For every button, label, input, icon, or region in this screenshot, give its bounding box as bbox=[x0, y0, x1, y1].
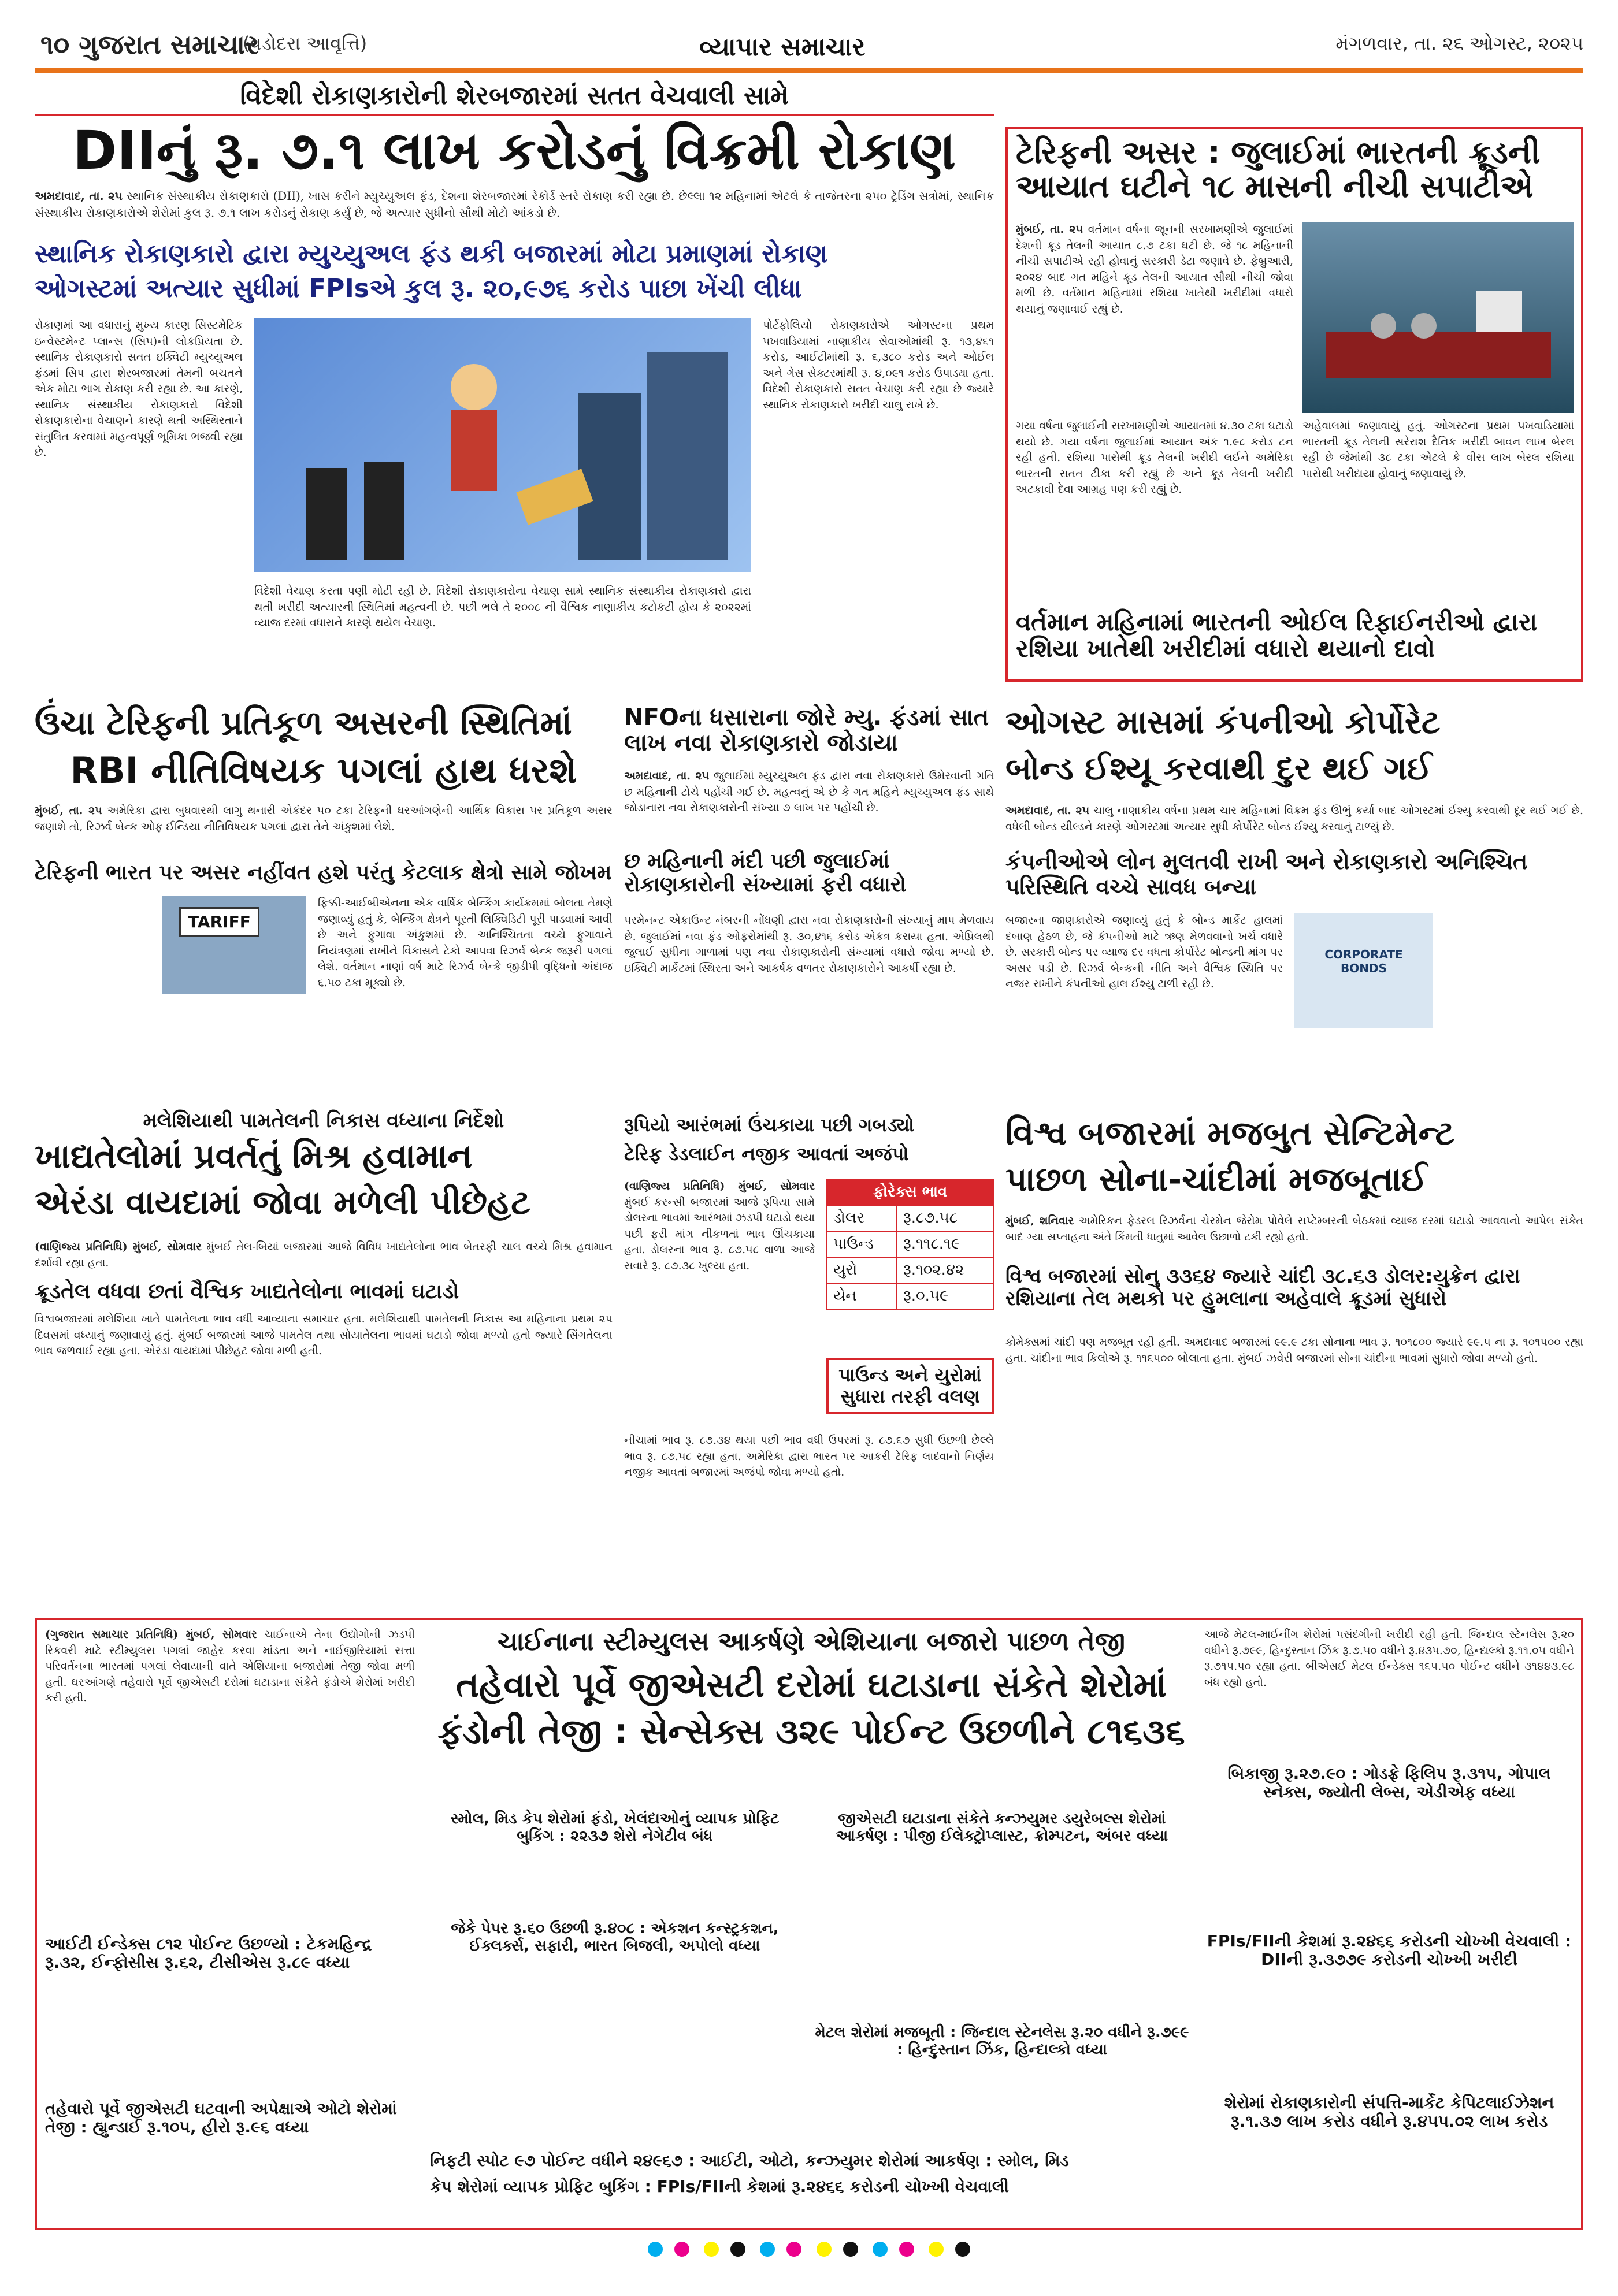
forex-row: યુરો રૂ.૧૦૨.૪૨ bbox=[827, 1257, 993, 1283]
bonds-body: બજારના જાણકારોએ જણાવ્યું હતું કે બોન્ડ માર્કેટ હાલમાં દબાણ હેઠળ છે, જે કંપનીઓ માટે ઋણ મેળવવાનો ખર્ચ વધારે છે. સરકારી બોન્ડ પર વ્યાજ દર વધતા કોર્પોરેટ બોન્ડની માંગ પર અસર પડી છે. રિઝર્વ બેન્કની નીતિ અને વૈશ્વિક સ્થિતિ પર નજર રાખીને કંપનીઓ હાલ ઈશ્યુ ટાળી રહી છે. bbox=[1005, 914, 1283, 991]
corporate-bonds-label: CORPORATE BONDS bbox=[1324, 948, 1403, 975]
forex-title: ફોરેક્સ ભાવ bbox=[827, 1179, 993, 1205]
bonds-sub: કંપનીઓએ લોન મુલતવી રાખી અને રોકાણકારો અનિશ્ચિત પરિસ્થિતિ વચ્ચે સાવધ બન્યા bbox=[1005, 849, 1528, 900]
rupee-headline1: રૂપિયો આરંભમાં ઉંચકાયા પછી ગબડ્યો bbox=[624, 1114, 915, 1136]
newspaper-logo: ૧૦ ગુજરાત સમાચાર bbox=[40, 29, 259, 60]
bonds-headline1: ઓગસ્ટ માસમાં કંપનીઓ કોર્પોરેટ bbox=[1005, 704, 1441, 741]
markets-story bbox=[35, 1618, 1583, 2230]
nfo-intro bbox=[624, 768, 994, 844]
investor-jumping-icon bbox=[254, 318, 751, 572]
edible-story bbox=[35, 1109, 613, 1606]
page-header bbox=[0, 0, 1618, 75]
oil-tanker-photo bbox=[1302, 222, 1574, 413]
bonds-intro-text: ચાલુ નાણાકીય વર્ષના પ્રથમ ચાર મહિનામાં વિક્રમ ફંડ ઊભું કર્યા બાદ ઓગસ્ટમાં ઈશ્યુ કરવાથી દૂર થઈ ગઈ છે. વધેલી બોન્ડ યીલ્ડને કારણે ઓગસ્ટમાં અત્યાર સુધી કોર્પોરેટ બોન્ડ ઈશ્યુ કરવાનું ટાળ્યું છે. bbox=[1005, 804, 1583, 833]
tariff-image bbox=[162, 896, 306, 994]
corporate-bonds-image bbox=[1294, 913, 1433, 1028]
markets-left-text: ચાઈનાએ તેના ઉદ્યોગોની ઝડપી રિકવરી માટે સ્ટીમ્યુલસ પગલાં જાહેર કરવા માંડતા અને નાઈજીરિયામાં સત્તા પરિવર્તનના ભારતમાં પગલાં લેવાયાની વાતે એશિયાના બજારોમાં તેજી જોવા મળી હતી. ઘરઆંગણે તહેવારો પૂર્વે જીએસટી દરોમાં ઘટાડાના સંકેતે ફંડોએ શેરોમાં ખરીદી કરી હતી. bbox=[45, 1628, 415, 1705]
rupee-body bbox=[624, 1179, 815, 1352]
lead-headline: DIIનું રૂ. ૭.૧ લાખ કરોડનું વિક્રમી રોકાણ bbox=[72, 120, 956, 181]
forex-row: પાઉન્ડ રૂ.૧૧૮.૧૯ bbox=[827, 1231, 993, 1257]
rbi-headline1: ઉંચા ટેરિફની પ્રતિકૂળ અસરની સ્થિતિમાં bbox=[35, 703, 572, 742]
markets-mid-footer1: નિફટી સ્પોટ ૯૭ પોઈન્ટ વધીને ૨૪૯૬૭ : આઈટી, ઓટો, કન્ઝયુમર શેરોમાં આકર્ષણ : સ્મોલ, મિડ bbox=[430, 2151, 1069, 2170]
markets-mid-sub3: જીએસટી ઘટાડાના સંકેતે કન્ઝયુમર ડયુરેબલ્સ શેરોમાં આકર્ષણ : પીજી ઈલેક્ટ્રોપ્લાસ્ટ, ક્રોમ્પટન, અંબર વધ્યા bbox=[836, 1810, 1168, 1845]
lead-dateline: અમદાવાદ, તા. ૨૫ bbox=[35, 189, 123, 203]
header-rule bbox=[35, 68, 1583, 73]
gold-intro bbox=[1005, 1213, 1583, 1260]
nfo-sub: છ મહિનાની મંદી પછી જુલાઈમાં રોકાણકારોની સંખ્યામાં ફરી વધારો bbox=[624, 849, 907, 897]
rbi-dateline: મુંબઈ, તા. ૨૫ bbox=[35, 804, 102, 817]
rupee-sub: પાઉન્ડ અને યુરોમાં સુધારા તરફી વલણ bbox=[826, 1358, 994, 1414]
gold-dateline: મુંબઈ, શનિવાર bbox=[1005, 1214, 1074, 1227]
lead-body2: પોર્ટફોલિયો રોકાણકારોએ ઓગસ્ટના પ્રથમ પખવાડિયામાં નાણાકીય સેવાઓમાંથી રૂ. ૧૩,૪૬૧ કરોડ, આઈટીમાંથી રૂ. ૬,૩૮૦ કરોડ અને ઓઈલ અને ગેસ સેક્ટરમાંથી રૂ. ૪,૦૯૧ કરોડ ઉપાડ્યા હતા. વિદેશી રોકાણકારો સતત વેચાણ કરી રહ્યા છે જ્યારે સ્થાનિક રોકાણકારો ખરીદી ચાલુ રાખે છે. bbox=[763, 319, 994, 411]
markets-headline1: તહેવારો પૂર્વે જીએસટી દરોમાં ઘટાડાના સંકેતે શેરોમાં bbox=[456, 1665, 1167, 1706]
gold-sub: વિશ્વ બજારમાં સોનુ ૩૩૬૪ જ્યારે ચાંદી ૩૮.૬૩ ડોલર:યુક્રેન દ્વારા રશિયાના તેલ મથકો પર હુમલાના અહેવાલે ક્રૂડમાં સુધારો bbox=[1005, 1265, 1520, 1311]
issue-date: મંગળવાર, તા. ૨૬ ઓગસ્ટ, ૨૦૨૫ bbox=[1335, 32, 1583, 54]
markets-left-sub2: તહેવારો પૂર્વે જીએસટી ઘટવાની અપેક્ષાએ ઓટો શેરોમાં તેજી : હ્યુન્ડાઈ રૂ.૧૦૫, હીરો રૂ.૯૬ વધ્યા bbox=[45, 2099, 397, 2137]
bonds-headline2: બોન્ડ ઈશ્યૂ કરવાથી દુર થઈ ગઈ bbox=[1005, 750, 1433, 787]
edible-headline2: એરંડા વાયદામાં જોવા મળેલી પીછેહટ bbox=[35, 1183, 531, 1222]
rbi-intro-text: અમેરિકા દ્વારા બુધવારથી લાગુ થનારી એકંદર ૫૦ ટકા ટેરિફની ઘરઆંગણેની આર્થિક વિકાસ પર પ્રતિકૂળ અસર જણાશે તો, રિઝર્વ બેન્ક ઓફ ઈન્ડિયા નીતિવિષયક પગલાં દ્વારા તેને અંકુશમાં લેશે. bbox=[35, 804, 613, 833]
gold-headline2: પાછળ સોના-ચાંદીમાં મજબૂતાઈ bbox=[1005, 1160, 1427, 1199]
rbi-story bbox=[35, 705, 613, 1098]
crude-footer: વર્તમાન મહિનામાં ભારતની ઓઈલ રિફાઈનરીઓ દ્વારા રશિયા ખાતેથી ખરીદીમાં વધારો થયાનો દાવો bbox=[1016, 608, 1538, 663]
lead-body3: વિદેશી વેચાણ કરતા પણી મોટી રહી છે. વિદેશી રોકાણકારોના વેચાણ સામે સ્થાનિક સંસ્થાકીય રોકાણકારો દ્વારા થતી ખરીદી અત્યારની સ્થિતિમાં મહત્વની છે. પછી ભલે તે ૨૦૦૮ ની વૈશ્વિક નાણાકીય કટોકટી હોય કે ૨૦૨૨માં વ્યાજ દરમાં વધારાને કારણે થયેલ વેચાણ. bbox=[254, 585, 751, 630]
gold-intro-text: અમેરિકન ફેડરલ રિઝર્વના ચેરમેન જેરોમ પોવેલે સપ્ટેમ્બરની બેઠકમાં વ્યાજ દરમાં ઘટાડો આવવાનો આપેલ સંકેત બાદ ગ્યા સપ્તાહના અંતે કિંમતી ધાતુમાં આવેલ ઉછાળો ટકી રહ્યો હતો. bbox=[1005, 1214, 1583, 1243]
rbi-sub: ટેરિફની ભારત પર અસર નહીંવત હશે પરંતુ કેટલાક ક્ષેત્રો સામે જોખમ bbox=[35, 861, 612, 885]
markets-right-body: આજે મેટલ-માઈનીંગ શેરોમાં પસંદગીની ખરીદી રહી હતી. જિન્દાલ સ્ટેનલેસ રૂ.૨૦ વધીને રૂ.૭૯૯, હિન્દુસ્તાન ઝિંક રૂ.૭.૫૦ વધીને રૂ.૪૩૫.૭૦, હિન્દાલ્કો રૂ.૧૧.૦૫ વધીને રૂ.૭૧૫.૫૦ રહ્યા હતા. બીએસઈ મેટલ ઈન્ડેક્સ ૧૬૫.૫૦ પોઈન્ટ વધીને ૩૧૪૪૩.૯૮ બંધ રહ્યો હતો. bbox=[1204, 1628, 1574, 1689]
forex-row: ડોલર રૂ.૮૭.૫૮ bbox=[827, 1205, 993, 1231]
markets-mid-sub2: જેકે પેપર રૂ.૬૦ ઉછળી રૂ.૪૦૮ : એકશન કન્સ્ટ્રકશન, ઈક્લર્ક્સ, સફારી, ભારત બિજલી, અપોલો વધ્યા bbox=[451, 1920, 779, 1955]
crude-story bbox=[1005, 127, 1583, 682]
gold-body: કોમેક્સમાં ચાંદી પણ મજબૂત રહી હતી. અમદાવાદ બજારમાં ૯૯.૯ ટકા સોનાના ભાવ રૂ. ૧૦૧૮૦૦ જ્યારે ૯૯.૫ ના રૂ. ૧૦૧૫૦૦ રહ્યા હતા. ચાંદીના ભાવ કિલોએ રૂ. ૧૧૬૫૦૦ બોલાતા હતા. મુંબઈ ઝવેરી બજારમાં સોના ચાંદીના ભાવમાં સુધારો જોવા મળ્યો હતો. bbox=[1005, 1336, 1583, 1365]
lead-intro-text: સ્થાનિક સંસ્થાકીય રોકાણકારો (DII), ખાસ કરીને મ્યુચ્યુઅલ ફંડ, દેશના શેરબજારમાં રેકોર્ડ સ્તરે રોકાણ કરી રહ્યા છે. છેલ્લા ૧૨ મહિનામાં એટલે કે તાજેતરના ૨૫૦ ટ્રેડિંગ સત્રોમાં, સ્થાનિક સંસ્થાકીય રોકાણકારોએ શેરોમાં કુલ રૂ. ૭.૧ લાખ કરોડનું રોકાણ કર્યું છે, જે અત્યાર સુધીનો સૌથી મોટો આંકડો છે. bbox=[35, 189, 994, 220]
lead-intro bbox=[35, 188, 994, 234]
nfo-headline: NFOના ધસારાના જોરે મ્યુ. ફંડમાં સાત લાખ નવા રોકાણકારો જોડાયા bbox=[624, 704, 989, 756]
lead-sub1: સ્થાનિક રોકાણકારો દ્વારા મ્યુચ્યુઅલ ફંડ થકી બજારમાં મોટા પ્રમાણમાં રોકાણ bbox=[35, 239, 828, 269]
bonds-dateline: અમદાવાદ, તા. ૨૫ bbox=[1005, 804, 1090, 817]
nfo-story bbox=[624, 705, 994, 1098]
rbi-body: ફિક્કી-આઈબીએનના એક વાર્ષિક બેન્કિંગ કાર્યક્રમમાં બોલતા તેમણે જણાવ્યું હતું કે, બેન્કિંગ ક્ષેત્રને પૂરતી લિક્વિડિટી પૂરી પાડવામાં આવી છે અને ફુગાવા અંકુશમાં છે. અનિશ્ચિતતા વચ્ચે ફુગાવાને નિયંત્રણમાં રાખીને વિકાસને ટેકો આપવા રિઝર્વ બેન્ક જરૂરી પગલાં લેશે. વર્તમાન નાણાં વર્ષ માટે રિઝર્વ બેન્કે જીડીપી વૃદ્ધિનો અંદાજ ૬.૫૦ ટકા મૂક્યો છે. bbox=[318, 897, 613, 989]
forex-row: યેન રૂ.૦.૫૯ bbox=[827, 1283, 993, 1309]
edible-sub: ક્રૂડતેલ વધવા છતાં વૈશ્વિક ખાદ્યતેલોના ભાવમાં ઘટાડો bbox=[35, 1280, 459, 1303]
rbi-intro bbox=[35, 803, 613, 855]
edible-intro bbox=[35, 1239, 613, 1274]
tariff-image-label: TARIFF bbox=[179, 907, 259, 937]
rupee-story bbox=[624, 1109, 994, 1606]
section-title: વ્યાપાર સમાચાર bbox=[699, 32, 866, 62]
crude-dateline: મુંબઈ, તા. ૨૫ bbox=[1016, 223, 1083, 236]
edible-dateline: (વાણિજ્ય પ્રતિનિધિ) મુંબઈ, સોમવાર bbox=[35, 1240, 202, 1253]
nfo-dateline: અમદાવાદ, તા. ૨૫ bbox=[624, 770, 710, 782]
rupee-body-text: મુંબઈ કરન્સી બજારમાં આજે રૂપિયા સામે ડોલરના ભાવમાં આરંભમાં ઝડપી ઘટાડો થયા પછી ફરી માંગ નીકળતાં ભાવ ઊંચકાયા હતા. ડોલરના ભાવ રૂ. ૮૭.૫૮ વાળા આજે સવારે રૂ. ૮૭.૩૮ ખુલ્યા હતા. bbox=[624, 1195, 815, 1272]
crude-body1 bbox=[1016, 222, 1293, 413]
forex-table bbox=[826, 1179, 994, 1310]
edition-label: (વડોદરા આવૃત્તિ) bbox=[243, 32, 368, 54]
markets-left-dateline: (ગુજરાત સમાચાર પ્રતિનિધિ) મુંબઈ, સોમવાર bbox=[45, 1628, 257, 1641]
rupee-headline2: ટેરિફ ડેડલાઈન નજીક આવતાં અજંપો bbox=[624, 1143, 909, 1165]
crude-body2: ગયા વર્ષના જુલાઈની સરખામણીએ આયાતમાં ૪.૩૦ ટકા ઘટાડો થયો છે. ગયા વર્ષના જુલાઈમાં આયાત અંક ૧.૯૮ કરોડ ટન રહી હતી. રશિયા પાસેથી ક્રૂડ તેલની ખરીદી લઈને અમેરિકા ભારતની સતત ટીકા કરી રહ્યું છે અને ક્રૂડ તેલની ખરીદી અટકાવી દેવા આગ્રહ પણ કરી રહ્યું છે. bbox=[1016, 419, 1293, 496]
markets-headline2: ફંડોની તેજી : સેન્સેક્સ ૩૨૯ પોઈન્ટ ઉછળીને ૮૧૬૩૬ bbox=[437, 1711, 1185, 1752]
crude-headline: ટેરિફની અસર : જુલાઈમાં ભારતની ક્રૂડની આયાત ઘટીને ૧૮ માસની નીચી સપાટીએ bbox=[1016, 134, 1541, 205]
edible-body: વિશ્વબજારમાં મલેશિયા ખાતે પામતેલના ભાવ વધી આવ્યાના સમાચાર હતા. મલેશિયાથી પામતેલની નિકાસ આ મહિનાના પ્રથમ ૨૫ દિવસમાં વધ્યાનું જણાવાયું હતું. મુંબઈ બજારમાં આજે પામતેલ તથા સોયાતેલના ભાવમાં ઘટાડો જોવા મળ્યો હતો જ્યારે સિંગતેલના ભાવ જળવાઈ રહ્યા હતા. એરંડા વાયદામાં પીછેહટ જોવા મળી હતી. bbox=[35, 1313, 613, 1358]
crude-body3: અહેવાલમાં જણાવાયું હતું. ઓગસ્ટના પ્રથમ પખવાડિયામાં ભારતની ક્રૂડ તેલની સરેરાશ દૈનિક ખરીદી બાવન લાખ બેરલ રહી છે જેમાંથી ૩૮ ટકા એટલે કે વીસ લાખ બેરલ રશિયા પાસેથી ખરીદાયા હોવાનું જણાવાયું છે. bbox=[1302, 419, 1574, 480]
markets-right-sub1: બિકાજી રૂ.૨૭.૯૦ : ગોડફ્રે ફિલિપ રૂ.૩૧૫, ગોપાલ સ્નેક્સ, જ્યોતી લેબ્સ, એડીએફ વધ્યા bbox=[1227, 1764, 1551, 1802]
edible-kicker: મલેશિયાથી પામતેલની નિકાસ વધ્યાના નિર્દેશો bbox=[143, 1109, 504, 1132]
markets-right-sub2: FPIs/FIIની કેશમાં રૂ.૨૪૬૬ કરોડની ચોખ્ખી વેચવાલી : DIIની રૂ.૩૭૭૯ કરોડની ચોખ્ખી ખરીદી bbox=[1207, 1931, 1572, 1970]
nfo-body: પરમેનન્ટ એકાઉન્ટ નંબરની નોંધણી દ્વારા નવા રોકાણકારોની સંખ્યાનું માપ મેળવાય છે. જુલાઈમાં નવા ફંડ ઓફરોમાંથી રૂ. ૩૦,૪૧૬ કરોડ એકત્ર કરાયા હતા. એપ્રિલથી જુલાઈ સુધીના ગાળામાં પણ નવા રોકાણકારોની સંખ્યામાં વધારો જોવા મળ્યો છે. ઇક્વિટી માર્કેટમાં સ્થિરતા અને આકર્ષક વળતર રોકાણકારોને આકર્ષી રહ્યા છે. bbox=[624, 914, 994, 975]
lead-sub2: ઓગસ્ટમાં અત્યાર સુધીમાં FPIsએ કુલ રૂ. ૨૦,૯૭૬ કરોડ પાછા ખેંચી લીધા bbox=[35, 274, 802, 303]
crude-body1-text: વર્તમાન વર્ષના જૂનની સરખામણીએ જુલાઈમાં દેશની ક્રૂડ તેલની આયાત ૮.૭ ટકા ઘટી છે. જે ૧૮ મહિનાની નીચી સપાટીએ રહી હોવાનું સરકારી ડેટા જણાવે છે. ફેબ્રુઆરી, ૨૦૨૪ બાદ ગત મહિને ક્રૂડ તેલની આયાત સૌથી નીચી જોવા મળી છે. વર્તમાન મહિનામાં રશિયા ખાતેથી ખરીદીમાં વધારો થયાનું જણાવાઈ રહ્યું છે. bbox=[1016, 223, 1293, 315]
gold-story bbox=[1005, 1109, 1583, 1606]
nfo-intro-text: જુલાઈમાં મ્યુચ્યુઅલ ફંડ દ્વારા નવા રોકાણકારો ઉમેરવાની ગતિ છ મહિનાની ટોચે પહોંચી ગઈ છે. મહત્વનું એ છે કે ગત મહિને મ્યુચ્યુઅલ ફંડ સાથે જોડાનારા નવા રોકાણકારોની સંખ્યા ૭ લાખ પર પહોંચી છે. bbox=[624, 770, 994, 815]
markets-kicker: ચાઈનાના સ્ટીમ્યુલસ આકર્ષણે એશિયાના બજારો પાછળ તેજી bbox=[498, 1627, 1125, 1656]
bonds-intro bbox=[1005, 803, 1583, 844]
gold-headline1: વિશ્વ બજારમાં મજબુત સેન્ટિમેન્ટ bbox=[1005, 1113, 1455, 1153]
markets-mid-sub1: સ્મોલ, મિડ કેપ શેરોમાં ફંડો, ખેલંદાઓનું વ્યાપક પ્રોફિટ બુકિંગ : ૨૨૩૭ શેરો નેગેટીવ બંધ bbox=[450, 1810, 780, 1845]
markets-mid-footer2: કેપ શેરોમાં વ્યાપક પ્રોફિટ બુકિંગ : FPIs/FIIની કેશમાં રૂ.૨૪૬૬ કરોડની ચોખ્ખી વેચવાલી bbox=[430, 2177, 1010, 2196]
oil-tanker-icon bbox=[1302, 222, 1574, 413]
lead-illustration bbox=[254, 318, 751, 572]
rbi-headline2: RBI નીતિવિષયક પગલાં હાથ ધરશે bbox=[70, 749, 577, 792]
lead-body1: રોકાણમાં આ વધારાનું મુખ્ય કારણ સિસ્ટમેટિક ઇન્વેસ્ટમેન્ટ પ્લાન્સ (સિપ)ની લોકપ્રિયતા છે. સ્થાનિક રોકાણકારો સતત ઇક્વિટી મ્યુચ્યુઅલ ફંડમાં સિપ દ્વારા શેરબજારમાં તેમની બચતને એક મોટા ભાગ રોકાણ કરી રહ્યા છે. આ કારણે, સ્થાનિક સંસ્થાકીય રોકાણકારો વિદેશી રોકાણકારોના વેચાણને કારણે થતી અસ્થિરતાને સંતુલિત કરવામાં મહત્વપૂર્ણ ભૂમિકા ભજવી રહ્યા છે. bbox=[35, 319, 243, 459]
rupee-body2: નીચામાં ભાવ રૂ. ૮૭.૩૪ થયા પછી ભાવ વધી ઉપરમાં રૂ. ૮૭.૬૭ સુધી ઉછળી છેલ્લે ભાવ રૂ. ૮૭.૫૮ રહ્યા હતા. અમેરિકા દ્વારા ભારત પર આકરી ટેરિફ લાદવાનો નિર્ણય નજીક આવતાં બજારમાં અજંપો જોવા મળ્યો હતો. bbox=[624, 1434, 994, 1479]
edible-intro-text: મુંબઈ તેલ-બિયાં બજારમાં આજે વિવિધ ખાદ્યતેલોના ભાવ બેતરફી ચાલ વચ્ચે મિશ્ર હવામાન દર્શાવી રહ્યા હતા. bbox=[35, 1240, 613, 1269]
rupee-dateline: (વાણિજ્ય પ્રતિનિધિ) મુંબઈ, સોમવાર bbox=[624, 1180, 815, 1192]
lead-kicker: વિદેશી રોકાણકારોની શેરબજારમાં સતત વેચવાલી સામે bbox=[35, 81, 994, 116]
markets-left-body bbox=[45, 1627, 415, 1927]
markets-left-sub1: આઈટી ઈન્ડેક્સ ૮૧૨ પોઈન્ટ ઉછળ્યો : ટેકમહિન્દ્ર રૂ.૩૨, ઈન્ફોસીસ રૂ.૬૨, ટીસીએસ રૂ.૮૯ વધ્યા bbox=[45, 1934, 372, 1972]
print-registration-marks bbox=[0, 2242, 1618, 2276]
lead-story bbox=[35, 81, 994, 693]
markets-mid-sub4: મેટલ શેરોમાં મજબૂતી : જિન્દાલ સ્ટેનલેસ રૂ.૨૦ વધીને રૂ.૭૯૯ : હિન્દુસ્તાન ઝિંક, હિન્દાલ્કો વધ્યા bbox=[815, 2024, 1189, 2059]
edible-headline1: ખાદ્યતેલોમાં પ્રવર્તતું મિશ્ર હવામાન bbox=[35, 1136, 473, 1176]
markets-right-sub3: શેરોમાં રોકાણકારોની સંપત્તિ-માર્કેટ કેપિટલાઈઝેશન રૂ.૧.૩૭ લાખ કરોડ વધીને રૂ.૪૫૫.૦૨ લાખ કરોડ bbox=[1224, 2093, 1554, 2131]
bonds-story bbox=[1005, 705, 1583, 1098]
